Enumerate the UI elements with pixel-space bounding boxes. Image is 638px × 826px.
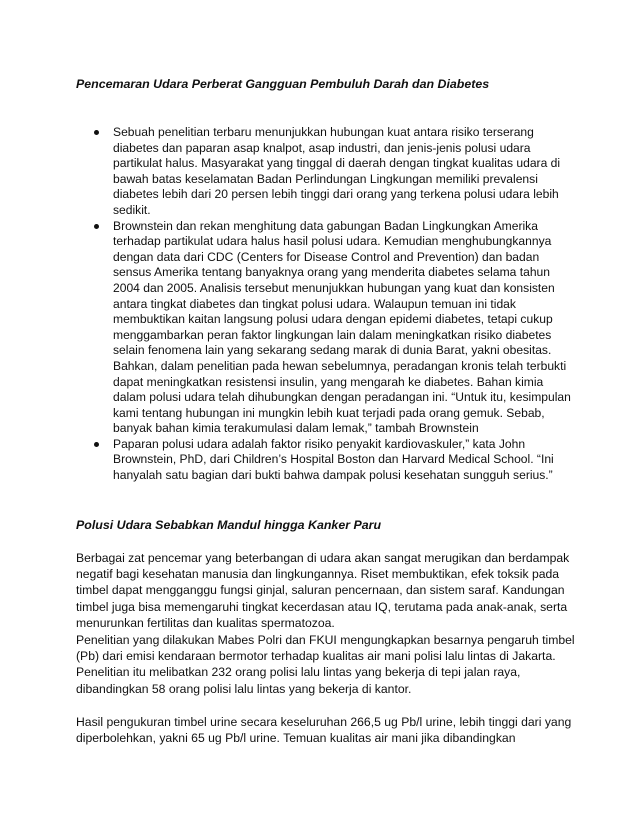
list-item-text: Paparan polusi udara adalah faktor risiko penyakit kardiovaskuler,” kata John Brownstein, PhD, dari Children’s Hospital Boston dan Harvard Medical School. “Ini hanyalah satu bagian dari bukti bahwa dampak polusi kesehatan sungguh serius.” [113, 436, 554, 483]
section-title-pencemaran: Pencemaran Udara Perberat Gangguan Pembuluh Darah dan Diabetes [76, 77, 490, 91]
paragraph: Berbagai zat pencemar yang beterbangan di udara akan sangat merugikan dan berdampak negatif bagi kesehatan manusia dan lingkungannya. Riset membuktikan, efek toksik pada timbel dapat mengganggu fungsi ginjal, saluran pencernaan, dan sistem saraf. Kandungan timbel juga bisa memengaruhi tingkat kecerdasan atau IQ, terutama pada anak-anak, serta menurunkan fertilitas dan kualitas spermatozoa. [76, 551, 570, 630]
paragraph: Hasil pengukuran timbel urine secara keseluruhan 266,5 ug Pb/l urine, lebih tinggi dari yang diperbolehkan, yakni 65 ug Pb/l urine. Temuan kualitas air mani jika dibandingkan [76, 715, 572, 746]
bullet-icon [94, 224, 99, 229]
bullet-icon [94, 130, 99, 135]
list-item-text: Sebuah penelitian terbaru menunjukkan hubungan kuat antara risiko terserang diabetes dan paparan asap knalpot, asap industri, dan jenis-jenis polusi udara partikulat halus. Masyarakat yang tinggal di daerah dengan tingkat kualitas udara di bawah batas keselamatan Badan Perlindungan Lingkungan memiliki prevalensi diabetes lebih dari 20 persen lebih tinggi dari orang yang terkena polusi udara lebih sedikit. [113, 125, 561, 217]
list-item [76, 125, 576, 219]
paragraph: Penelitian yang dilakukan Mabes Polri dan FKUI mengungkapkan besarnya pengaruh timbel (Pb) dari emisi kendaraan bermotor terhadap kualitas air mani polisi lalu lintas di Jakarta. Penelitian itu melibatkan 232 orang polisi lalu lintas yang bekerja di tepi jalan raya, dibandingkan 58 orang polisi lalu lintas yang bekerja di kantor. [76, 633, 575, 696]
section-title-polusi: Polusi Udara Sebabkan Mandul hingga Kanker Paru [76, 518, 382, 532]
list-item [76, 437, 576, 484]
bullet-list [76, 125, 576, 484]
list-item-text: Brownstein dan rekan menghitung data gabungan Badan Lingkungkan Amerika terhadap partikulat udara halus hasil polusi udara. Kemudian menghubungkannya dengan data dari CDC (Centers for Disease Control and Prevention) dan badan sensus Amerika tentang banyaknya orang yang menderita diabetes selama tahun 2004 dan 2005. Analisis tersebut menunjukkan hubungan yang kuat dan konsisten antara tingkat diabetes dan tingkat polusi udara. Walaupun temuan ini tidak membuktikan kaitan langsung polusi udara dengan epidemi diabetes, tetapi cukup menggambarkan peran faktor lingkungan lain dalam meningkatkan risiko diabetes selain fenomena lain yang sekarang sedang marak di dunia Barat, yakni obesitas. Bahkan, dalam penelitian pada hewan sebelumnya, peradangan kronis telah terbukti dapat meningkatkan resistensi insulin, yang mengarah ke diabetes. Bahan kimia dalam polusi udara telah dihubungkan dengan peradangan ini. “Untuk itu, kesimpulan kami tentang hubungan ini mungkin lebih kuat terjadi pada orang gemuk. Sebab, banyak bahan kimia terakumulasi dalam lemak,” tambah Brownstein [113, 218, 571, 436]
list-item [76, 219, 576, 437]
bullet-icon [94, 442, 99, 447]
